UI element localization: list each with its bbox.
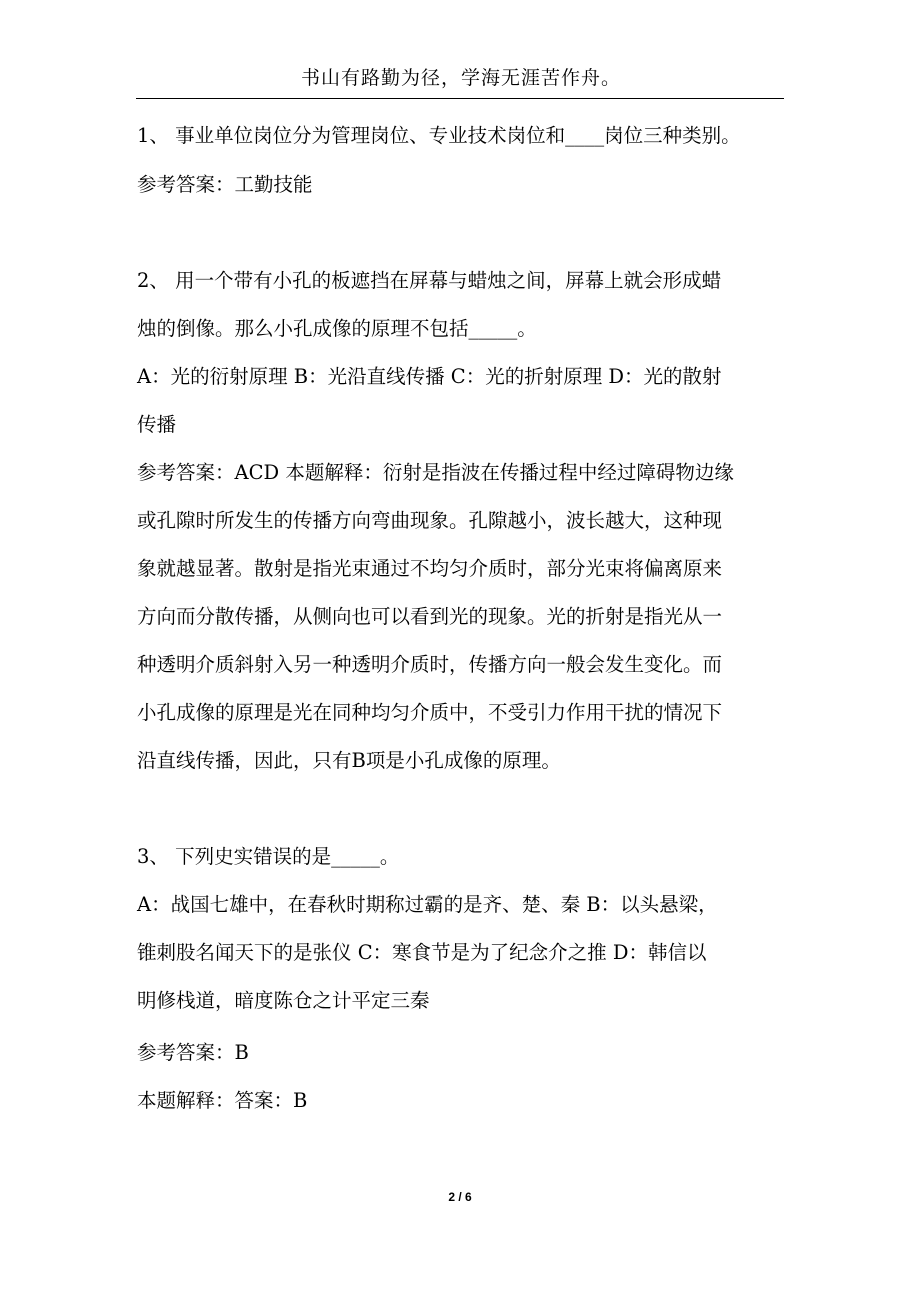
page-number: 2 / 6 bbox=[448, 1190, 472, 1204]
question-2-options-line-2: 传播 bbox=[137, 413, 177, 436]
header-divider bbox=[136, 98, 784, 99]
question-2-explanation-line-6: 小孔成像的原理是光在同种均匀介质中，不受引力作用干扰的情况下 bbox=[137, 701, 723, 724]
question-2-text-line-2: 烛的倒像。那么小孔成像的原理不包括_____。 bbox=[137, 317, 537, 340]
question-1-text: 1、 事业单位岗位分为管理岗位、专业技术岗位和____岗位三种类别。 bbox=[137, 124, 741, 147]
question-2-explanation-line-5: 种透明介质斜射入另一种透明介质时，传播方向一般会发生变化。而 bbox=[137, 653, 723, 676]
question-3-explanation: 本题解释：答案：B bbox=[137, 1089, 308, 1112]
question-2-explanation-line-1: 参考答案：ACD 本题解释：衍射是指波在传播过程中经过障碍物边缘 bbox=[137, 461, 734, 484]
question-2-explanation-line-3: 象就越显著。散射是指光束通过不均匀介质时，部分光束将偏离原来 bbox=[137, 557, 723, 580]
question-3-answer: 参考答案：B bbox=[137, 1041, 249, 1064]
question-2-options-line-1: A：光的衍射原理 B：光沿直线传播 C：光的折射原理 D：光的散射 bbox=[137, 365, 722, 388]
question-3-options-line-2: 锥刺股名闻天下的是张仪 C：寒食节是为了纪念介之推 D：韩信以 bbox=[137, 941, 707, 964]
question-2-explanation-line-2: 或孔隙时所发生的传播方向弯曲现象。孔隙越小，波长越大，这种现 bbox=[137, 509, 723, 532]
question-3-options-line-3: 明修栈道，暗度陈仓之计平定三秦 bbox=[137, 989, 430, 1012]
question-2-text-line-1: 2、 用一个带有小孔的板遮挡在屏幕与蜡烛之间，屏幕上就会形成蜡 bbox=[137, 269, 722, 292]
question-3-options-line-1: A：战国七雄中，在春秋时期称过霸的是齐、楚、秦 B：以头悬梁， bbox=[137, 893, 718, 916]
question-2-explanation-line-7: 沿直线传播，因此，只有B项是小孔成像的原理。 bbox=[137, 749, 561, 772]
question-1-answer: 参考答案：工勤技能 bbox=[137, 173, 313, 196]
question-2-explanation-line-4: 方向而分散传播，从侧向也可以看到光的现象。光的折射是指光从一 bbox=[137, 605, 723, 628]
question-3-text: 3、 下列史实错误的是_____。 bbox=[137, 845, 400, 868]
header-motto: 书山有路勤为径，学海无涯苦作舟。 bbox=[300, 67, 621, 89]
